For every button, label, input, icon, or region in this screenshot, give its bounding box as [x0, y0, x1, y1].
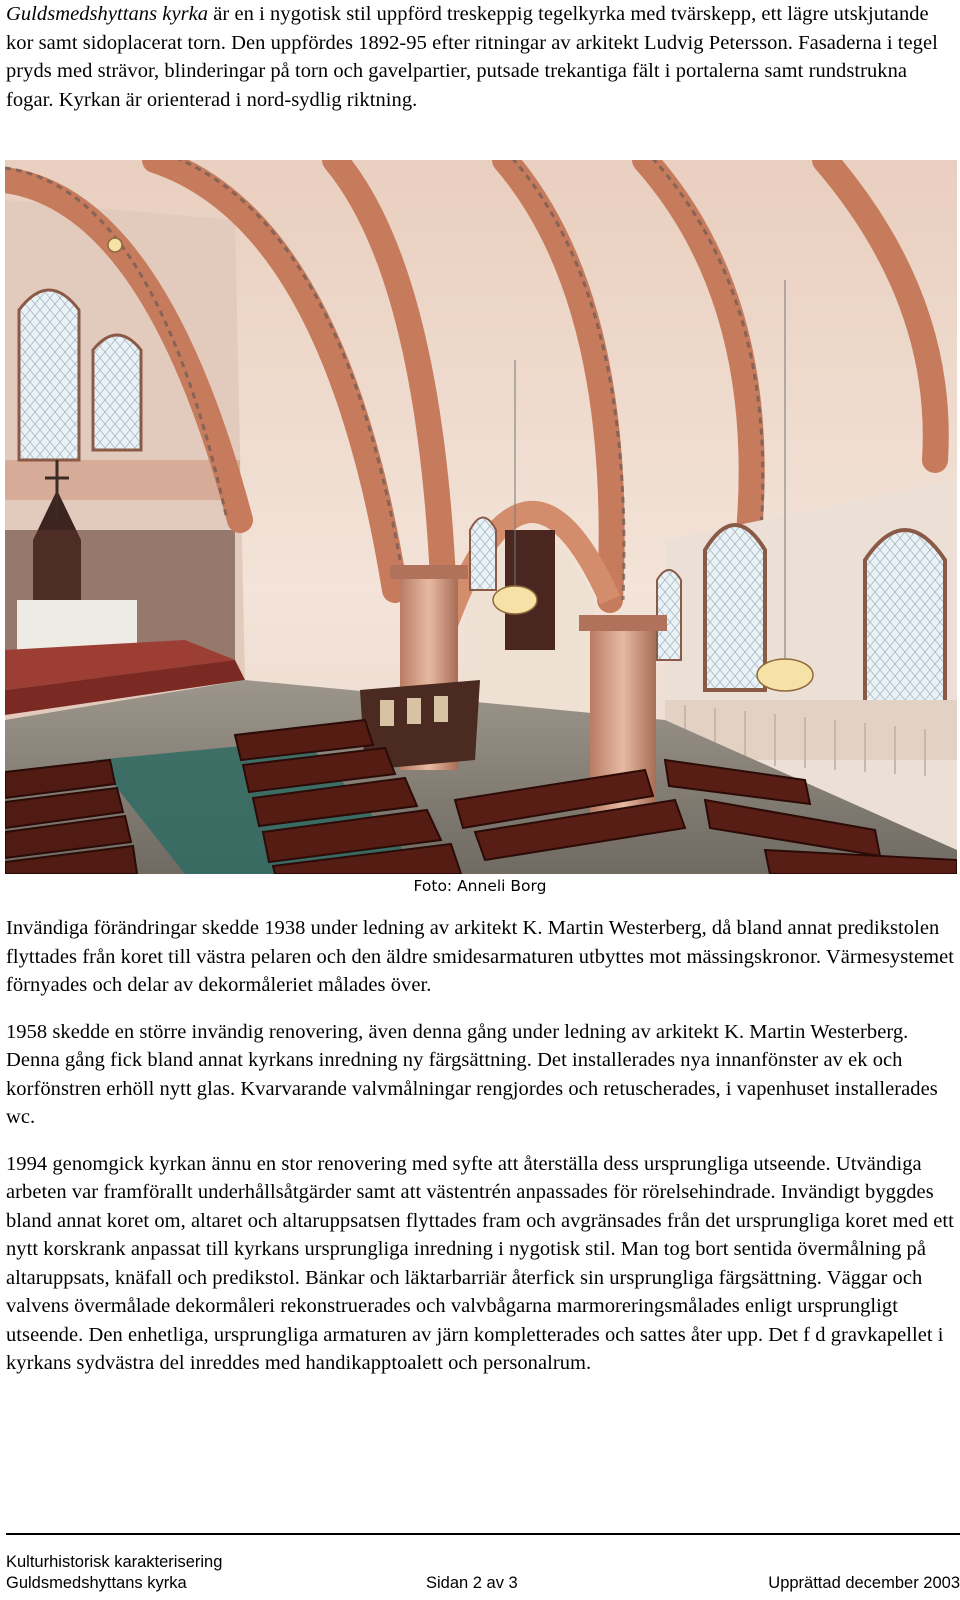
- church-name: Guldsmedshyttans kyrka: [6, 3, 209, 25]
- photo-caption: Foto: Anneli Borg: [413, 877, 547, 895]
- paragraph-1958: 1958 skedde en större invändig renovering, även denna gång under ledning av arkitekt K. Martin Westerberg. Denna gång fick bland annat kyrkans inredning ny färgsättning. Det installerades nya innanfönster av ek och korfönstren erhöll nytt glas. Kvarvarande valvmålningar rengjordes och retuscherades, i vapenhuset installerades wc.: [6, 1020, 938, 1128]
- intro-text: är en i nygotisk stil uppförd treskeppig tegelkyrka med tvärskepp, ett lägre utskjutande kor samt sidoplacerat torn. Den uppfördes 1892-95 efter ritningar av arkitekt Ludvig Petersson. Fasaderna i tegel pryds med strävor, blinderingar på torn och gavelpartier, putsade trekantiga fält i portalerna samt rundstrukna fogar. Kyrkan är orienterad i nord-sydlig riktning.: [6, 3, 938, 111]
- footer-date: Upprättad december 2003: [768, 1574, 960, 1592]
- footer-divider: [6, 1533, 960, 1535]
- footer-row-2: [6, 1573, 960, 1594]
- paragraph-1938: Invändiga förändringar skedde 1938 under ledning av arkitekt K. Martin Westerberg, då bland annat predikstolen flyttades från koret till västra pelaren och den äldre smidesarmaturen utbyttes mot mässingskronor. Värmesystemet förnyades och delar av dekormåleriet målades över.: [6, 917, 955, 996]
- paragraph-1994: 1994 genomgick kyrkan ännu en stor renovering med syfte att återställa dess ursprungliga utseende. Utvändiga arbeten var framförallt underhållsåtgärder samt att västentrén anpassades för rörelsehindrade. Invändigt byggdes bland annat koret om, altaret och altaruppsatsen flyttades fram och avgränsades från det ursprungliga koret med ett nytt korskrank anpassat till kyrkans ursprungliga inredning i nygotisk stil. Man tog bort sentida övermålning på altaruppsats, knäfall och predikstol. Bänkar och läktarbarriär återfick sin ursprungliga färgsättning. Väggar och valvens övermålade dekormåleri rekonstruerades och valvbågarna marmoreringsmålades enligt ursprungligt utseende. Den enhetliga, ursprungliga armaturen av järn kompletterades och sattes åter upp. Det f d gravkapellet i kyrkans sydvästra del inreddes med handikapptoalett och personalrum.: [6, 1152, 954, 1374]
- page-footer: [6, 1552, 960, 1594]
- body-text: [6, 914, 954, 1378]
- church-interior-photo: [5, 160, 957, 874]
- footer-page-number: Sidan 2 av 3: [426, 1574, 518, 1592]
- intro-paragraph: [6, 0, 954, 114]
- footer-row-1: [6, 1552, 960, 1573]
- footer-church-name: Guldsmedshyttans kyrka: [6, 1574, 187, 1592]
- footer-report-title: Kulturhistorisk karakterisering: [6, 1553, 223, 1571]
